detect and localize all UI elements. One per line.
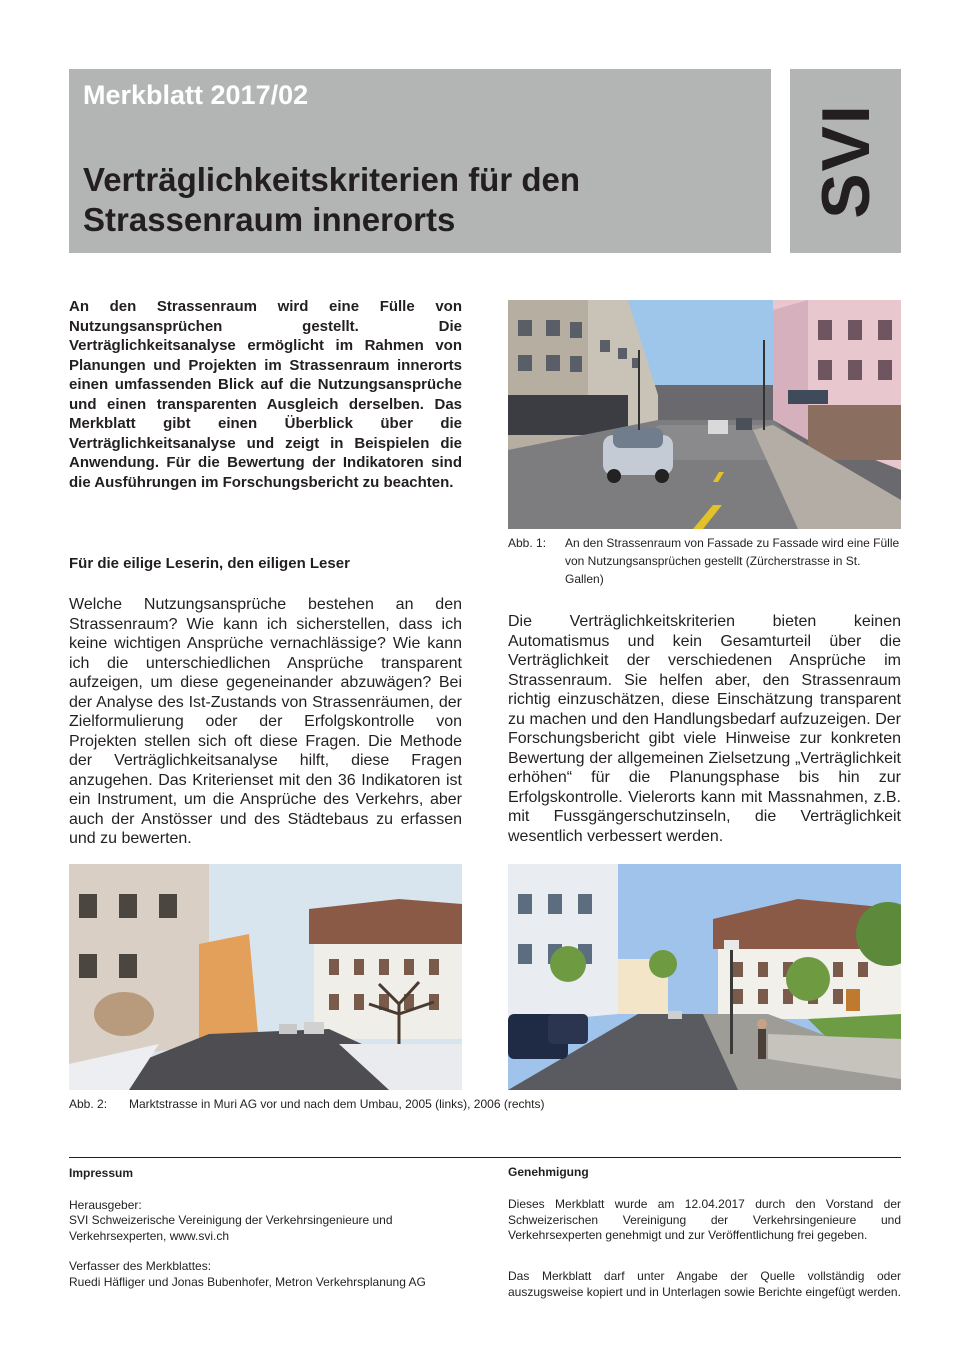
- street-photo-muri-2005: [69, 864, 462, 1090]
- approval-text-1: Dieses Merkblatt wurde am 12.04.2017 durch den Vorstand der Schweizerischen Vereinigung der Verkehrsingenieure und Verkehrsexperten genehmigt und zur Veröffentlichung frei gegeben.: [508, 1197, 901, 1242]
- title-line-1: Verträglichkeitskriterien für den: [83, 161, 581, 198]
- figure-2-label: Abb. 2:: [69, 1097, 108, 1111]
- impressum-heading: Impressum: [69, 1166, 134, 1180]
- section-heading: Für die eilige Leserin, den eiligen Leser: [69, 555, 350, 572]
- body-text-left: Welche Nutzungsansprüche bestehen an den Strassenraum? Wie kann ich sicherstellen, dass ich keine wichtigen Ansprüche vernachlässige? Wie kann ich die unterschiedlichen Ansprüche transparent aufzeigen, um diese gegeneinander abzuwägen? Bei der Analyse des Ist-Zustands von Strassenräumen, der Zielformulierung oder der Erfolgskontrolle von Projekten stellen sich oft diese Fragen. Die Methode der Verträglichkeitsanalyse hilft, diese Fragen anzugehen. Das Kriterienset mit den 36 Indikatoren ist ein Instrument, um die Ansprüche des Verkehrs, aber auch der Anstösser und des Städtebaus zu erfassen und zu bewerten.: [69, 596, 462, 847]
- figure-2-text: Marktstrasse in Muri AG vor und nach dem Umbau, 2005 (links), 2006 (rechts): [129, 1097, 545, 1111]
- document-number: Merkblatt 2017/02: [83, 80, 309, 110]
- svi-logo-text: SVI: [807, 103, 884, 219]
- figure-1-label: Abb. 1:: [508, 536, 547, 550]
- publisher-text: SVI Schweizerische Vereinigung der Verkehrsingenieure und Verkehrsexperten, www.svi.ch: [69, 1213, 393, 1243]
- document-title: [83, 160, 743, 240]
- approval-text-2: Das Merkblatt darf unter Angabe der Quelle vollständig oder auszugsweise kopiert und in Unterlagen sowie Berichte eingefügt werden.: [508, 1269, 901, 1299]
- street-photo-muri-2006: [508, 864, 901, 1090]
- figure-1-caption: [508, 534, 901, 588]
- author-label: Verfasser des Merkblattes:: [69, 1259, 212, 1273]
- street-photo-3-image: [508, 864, 901, 1090]
- approval-heading: Genehmigung: [508, 1165, 589, 1179]
- street-photo-zuercherstrasse: [508, 300, 901, 529]
- publisher-label: Herausgeber:: [69, 1198, 142, 1212]
- body-text-right: Die Verträglichkeitskriterien bieten keinen Automatismus und kein Gesamturteil über die Verträglichkeit der verschiedenen Ansprüche im Strassenraum. Sie helfen aber, den Strassenraum richtig einzuschätzen, diese Einschätzung transparent zu machen und den Handlungsbedarf aufzuzeigen. Der Forschungsbericht gibt viele Hinweise zur konkreten Bewertung der allgemeinen Zielsetzung „Verträglichkeit erhöhen“ für die Planungsphase bis hin zur Erfolgskontrolle. Vielerorts kann mit Massnahmen, z.B. mit Fussgängerschutzinseln, die Verträglichkeit wesentlich verbessert werden.: [508, 613, 901, 845]
- footer-divider: [69, 1157, 901, 1158]
- street-photo-2-image: [69, 864, 462, 1090]
- svi-logo: [790, 69, 901, 253]
- figure-1-text: An den Strassenraum von Fassade zu Fassade wird eine Fülle von Nutzungsansprüchen gestellt (Zürcherstrasse in St. Gallen): [565, 536, 900, 586]
- author-text: Ruedi Häfliger und Jonas Bubenhofer, Metron Verkehrsplanung AG: [69, 1275, 426, 1289]
- street-photo-1-image: [508, 300, 901, 529]
- figure-2-caption: [69, 1095, 901, 1113]
- title-line-2: Strassenraum innerorts: [83, 201, 456, 238]
- lead-paragraph: An den Strassenraum wird eine Fülle von Nutzungsansprüchen gestellt. Die Verträglichkeitsanalyse ermöglicht im Rahmen von Planungen und Projekten im Strassenraum innerorts einen umfassenden Blick auf die Nutzungsansprüche und einen transparenten Ausgleich derselben. Das Merkblatt gibt einen Überblick über die Verträglichkeitsanalyse und zeigt in Beispielen die Anwendung. Für die Bewertung der Indikatoren sind die Ausführungen im Forschungsbericht zu beachten.: [69, 298, 462, 491]
